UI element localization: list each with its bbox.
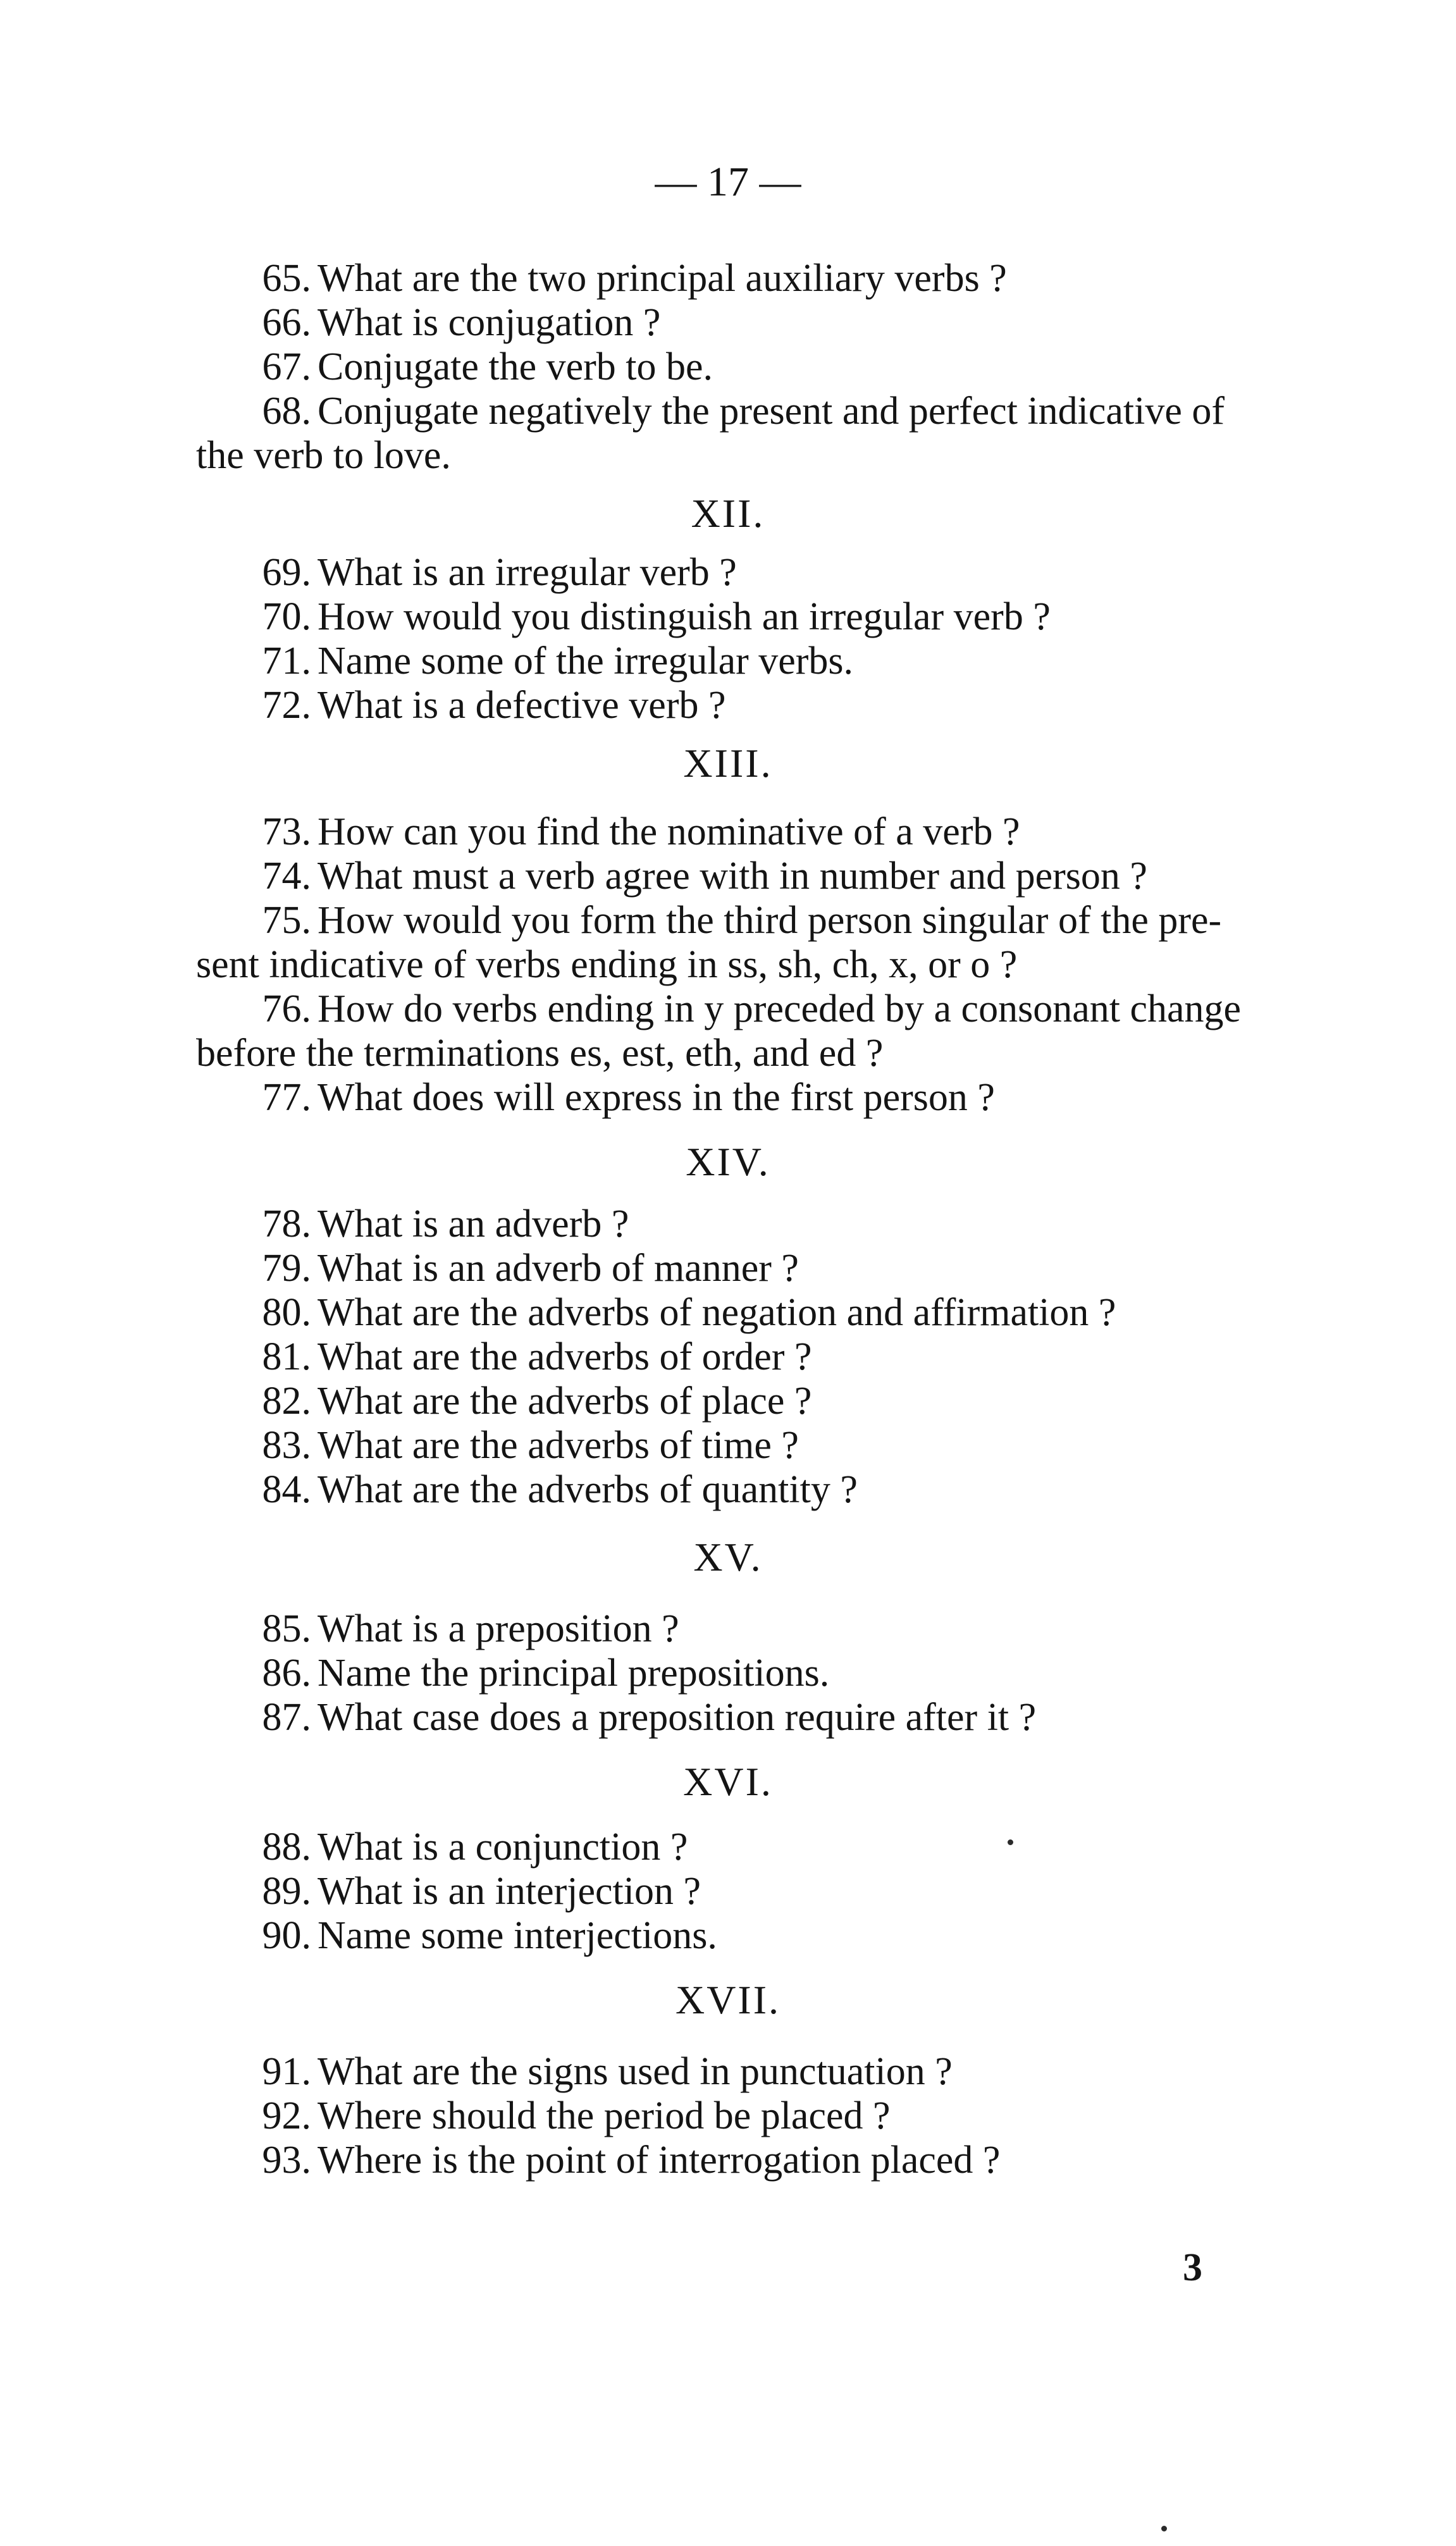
question-text: What are the two principal auxiliary verbs ? — [318, 257, 1007, 300]
question-number: 91. — [262, 2050, 311, 2093]
question-number: 75. — [262, 899, 311, 942]
question-number: 73. — [262, 810, 311, 853]
question-text: What are the adverbs of time ? — [318, 1424, 799, 1467]
question-number: 90. — [262, 1914, 311, 1957]
section-heading-xvi: XVI. — [683, 1759, 773, 1804]
section-heading-xiii: XIII. — [683, 741, 773, 786]
question-number: 71. — [262, 640, 311, 683]
question-text: Where is the point of interrogation placed ? — [318, 2139, 1001, 2182]
question-number: 87. — [262, 1696, 311, 1739]
question-text: What is conjugation ? — [318, 301, 661, 344]
question-number: 65. — [262, 257, 311, 300]
question-number: 93. — [262, 2139, 311, 2182]
question-number: 67. — [262, 345, 311, 388]
question-number: 81. — [262, 1335, 311, 1378]
question-number: 82. — [262, 1380, 311, 1423]
question-number: 69. — [262, 551, 311, 594]
question-text: What are the adverbs of place ? — [318, 1380, 812, 1423]
question-text: Name some of the irregular verbs. — [318, 640, 854, 683]
question-text: What is an adverb of manner ? — [318, 1247, 799, 1290]
question-text: What case does a preposition require after it ? — [318, 1696, 1037, 1739]
page-number: — 17 — — [655, 159, 801, 205]
question-number: 85. — [262, 1607, 311, 1650]
question-number: 72. — [262, 684, 311, 727]
question-number: 92. — [262, 2094, 311, 2137]
question-text: Where should the period be placed ? — [318, 2094, 891, 2137]
question-text: What is a defective verb ? — [318, 684, 726, 727]
question-number: 88. — [262, 1826, 311, 1869]
question-number: 76. — [262, 987, 311, 1030]
question-number: 66. — [262, 301, 311, 344]
question-text: Name the principal prepositions. — [318, 1652, 830, 1695]
question-number: 80. — [262, 1291, 311, 1334]
scan-speck — [1161, 2526, 1167, 2531]
question-text: What is an interjection ? — [318, 1870, 701, 1913]
question-text: Conjugate the verb to be. — [318, 345, 713, 388]
question-number: 86. — [262, 1652, 311, 1695]
question-number: 74. — [262, 855, 311, 898]
question-continuation: before the terminations es, est, eth, and ed ? — [196, 1032, 884, 1075]
question-text: What is a preposition ? — [318, 1607, 679, 1650]
question-text: What is an adverb ? — [318, 1202, 629, 1245]
question-text: Conjugate negatively the present and perfect indicative of — [318, 390, 1225, 433]
question-number: 84. — [262, 1468, 311, 1511]
question-text: What are the adverbs of negation and affirmation ? — [318, 1291, 1116, 1334]
question-number: 83. — [262, 1424, 311, 1467]
section-heading-xiv: XIV. — [686, 1139, 770, 1184]
section-heading-xii: XII. — [691, 491, 765, 536]
question-continuation: sent indicative of verbs ending in ss, sh, ch, x, or o ? — [196, 943, 1018, 986]
question-text: What are the signs used in punctuation ? — [318, 2050, 953, 2093]
section-heading-xv: XV. — [693, 1535, 763, 1579]
question-text: How can you find the nominative of a verb ? — [318, 810, 1020, 853]
question-text: What is a conjunction ? — [318, 1826, 688, 1869]
question-text: How do verbs ending in y preceded by a consonant change — [318, 987, 1241, 1030]
question-number: 68. — [262, 390, 311, 433]
question-text: What are the adverbs of order ? — [318, 1335, 812, 1378]
question-text: Name some interjections. — [318, 1914, 717, 1957]
question-number: 89. — [262, 1870, 311, 1913]
question-number: 77. — [262, 1076, 311, 1119]
question-number: 78. — [262, 1202, 311, 1245]
question-text: How would you distinguish an irregular verb ? — [318, 595, 1051, 638]
question-text: What is an irregular verb ? — [318, 551, 737, 594]
question-text: What does will express in the first person ? — [318, 1076, 995, 1119]
question-text: How would you form the third person singular of the pre- — [318, 899, 1222, 942]
question-text: What must a verb agree with in number and person ? — [318, 855, 1147, 898]
scan-speck — [1008, 1839, 1013, 1845]
question-continuation: the verb to love. — [196, 434, 451, 477]
section-heading-xvii: XVII. — [675, 1977, 781, 2022]
question-number: 70. — [262, 595, 311, 638]
question-text: What are the adverbs of quantity ? — [318, 1468, 858, 1511]
signature-mark: 3 — [1183, 2246, 1202, 2289]
question-number: 79. — [262, 1247, 311, 1290]
